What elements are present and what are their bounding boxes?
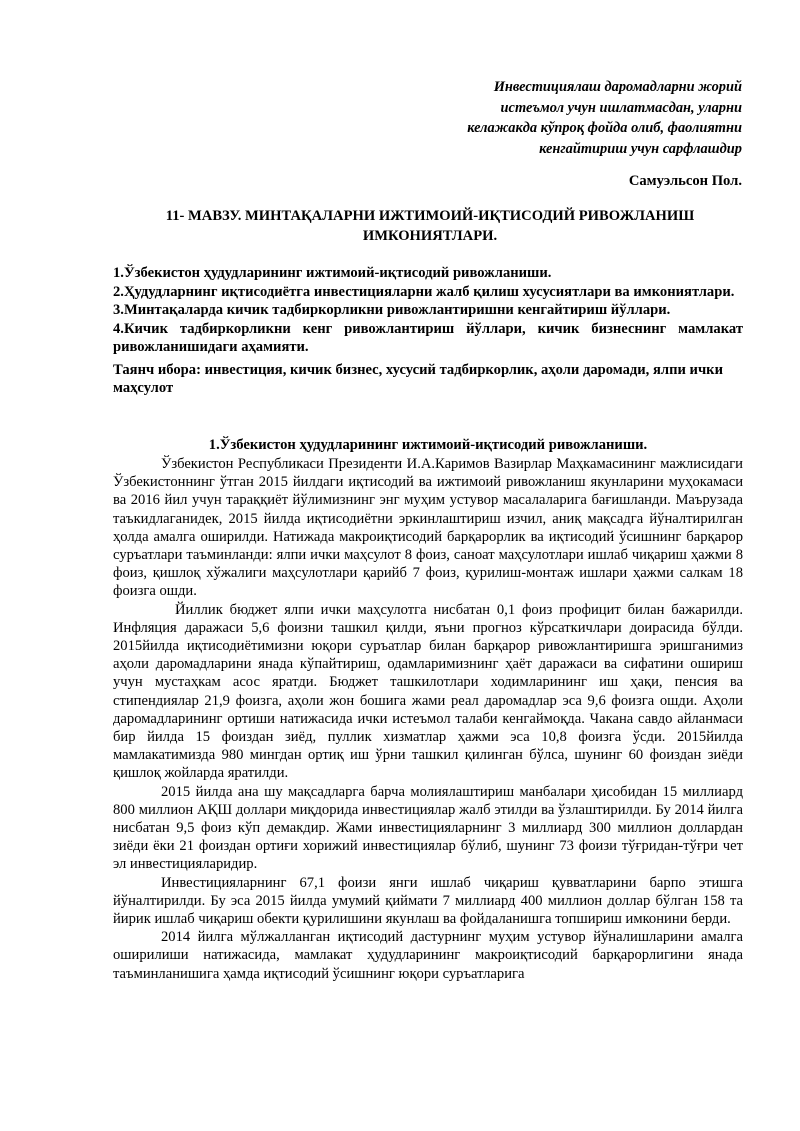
outline-item: 4.Кичик тадбиркорликни кенг ривожлантириш йўллари, кичик бизнеснинг мамлакат ривожланишидаги аҳамияти. (113, 320, 743, 355)
topic-outline (113, 264, 743, 398)
epigraph (380, 77, 742, 159)
epigraph-line: истеъмол учун ишлатмасдан, уларни (500, 99, 742, 116)
paragraph: Инвестицияларнинг 67,1 фоизи янги ишлаб чиқариш қувватларини барпо этишга йўналтирилди. Бу эса 2015 йилда умумий қиймати 7 миллиард 400 миллион доллар бўлган 158 та йирик ишлаб чиқариш обекти қурилишини якунлаш ва фойдаланишга топшириш имконини берди. (113, 874, 743, 928)
paragraph: Ўзбекистон Республикаси Президенти И.А.Каримов Вазирлар Маҳкамасининг мажлисидаги Ўзбекистоннинг ўтган 2015 йилдаги иқтисодий ва ижтимоий ривожланиш якунларини муҳокамаси ва 2016 йил учун тараққиёт йўлимизнинг энг муҳим устувор масалаларига бағишланди. Маърузада таъкидлаганидек, 2015 йилда иқтисодиётни эркинлаштириш изчил, аниқ мақсадга йўналтирилган ҳолда амалга оширилди. Натижада макроиқтисодий барқарорлик ва иқтисодий ўсишнинг барқарор суръатлари таъминланди: ялпи ички маҳсулот 8 фоиз, саноат маҳсулотлари ишлаб чиқариш ҳажми 8 фоиз, қишлоқ хўжалиги маҳсулотлари қарийб 7 фоиз, қурилиш-монтаж ишлари ҳажми салкам 18 фоизга ошди. (113, 456, 743, 600)
epigraph-author: Самуэльсон Пол. (628, 173, 742, 189)
epigraph-line: Инвестициялаш даромадларни жорий (493, 79, 742, 95)
keywords: Таянч ибора: инвестиция, кичик бизнес, хусусий тадбиркорлик, аҳоли даромади, ялпи ички маҳсулот (113, 361, 723, 396)
section-heading: 1.Ўзбекистон ҳудудларининг ижтимоий-иқтисодий ривожланиши. (208, 437, 648, 453)
outline-item: 2.Ҳудудларнинг иқтисодиётга инвестицияларни жалб қилиш хусусиятлари ва имкониятлари. (113, 283, 735, 300)
epigraph-line: келажакда кўпроқ фойда олиб, фаолиятни (467, 120, 742, 137)
outline-item: 3.Минтақаларда кичик тадбиркорликни ривожлантиришни кенгайтириш йўллари. (113, 302, 671, 318)
paragraph: 2014 йилга мўлжалланган иқтисодий дастурнинг муҳим устувор йўналишларини амалга оширилиши натижасида, мамлакат ҳудудларининг макроиқтисодий барқарорлигини янада таъминланишига ҳамда иқтисодий ўсишнинг юқори суръатларига (113, 929, 743, 982)
paragraph: Йиллик бюджет ялпи ички маҳсулотга нисбатан 0,1 фоиз профицит билан бажарилди. Инфляция даражаси 5,6 фоизни ташкил қилди, яъни прогноз кўрсаткичлари доирасида бўлди. 2015йилда иқтисодиётимизни юқори суръатлар билан барқарор ривожлантиришга эришганимиз аҳоли даромадларини янада кўпайтириш, одамларимизнинг ҳаёт даражаси ва сифатини ошириш учун мустаҳкам асос яратди. Бюджет ташкилотлари ходимларининг иш ҳақи, пенсия ва стипендиялар 21,9 фоизга, аҳоли жон бошига жами реал даромадлар эса 9,6 фоизга ошди. Аҳоли даромадларининг ортиши натижасида ички истеъмол талаби кенгаймоқда. Чакана савдо айланмаси бир йилда 15 фоиздан зиёд, пуллик хизматлар ҳажми эса 10,8 фоизга ўсди. 2015йилда мамлакатимизда 980 мингдан ортиқ иш ўрни ташкил қилинган бўлса, шунинг 60 фоиздан зиёди қишлоқ жойларда яратилди. (113, 601, 743, 782)
section-body (113, 455, 743, 983)
page-title: 11- МАВЗУ. МИНТАҚАЛАРНИ ИЖТИМОИЙ-ИҚТИСОДИЙ РИВОЖЛАНИШ ИМКОНИЯТЛАРИ. (165, 208, 695, 244)
outline-item: 1.Ўзбекистон ҳудудларининг ижтимоий-иқтисодий ривожланиши. (113, 265, 552, 281)
epigraph-line: кенгайтириш учун сарфлашдир (539, 140, 742, 157)
paragraph: 2015 йилда ана шу мақсадларга барча молиялаштириш манбалари ҳисобидан 15 миллиард 800 миллион АҚШ доллари миқдорида инвестициялар жалб этилди ва ўзлаштирилди. Бу 2014 йилга нисбатан 9,5 фоиз кўп демакдир. Жами инвестицияларнинг 3 миллиард 300 миллион доллардан зиёди ёки 21 фоиздан ортиғи хорижий инвестициялар бўлиб, шунинг 73 фоизи тўғридан-тўғри чет эл инвестицияларидир. (113, 783, 743, 873)
